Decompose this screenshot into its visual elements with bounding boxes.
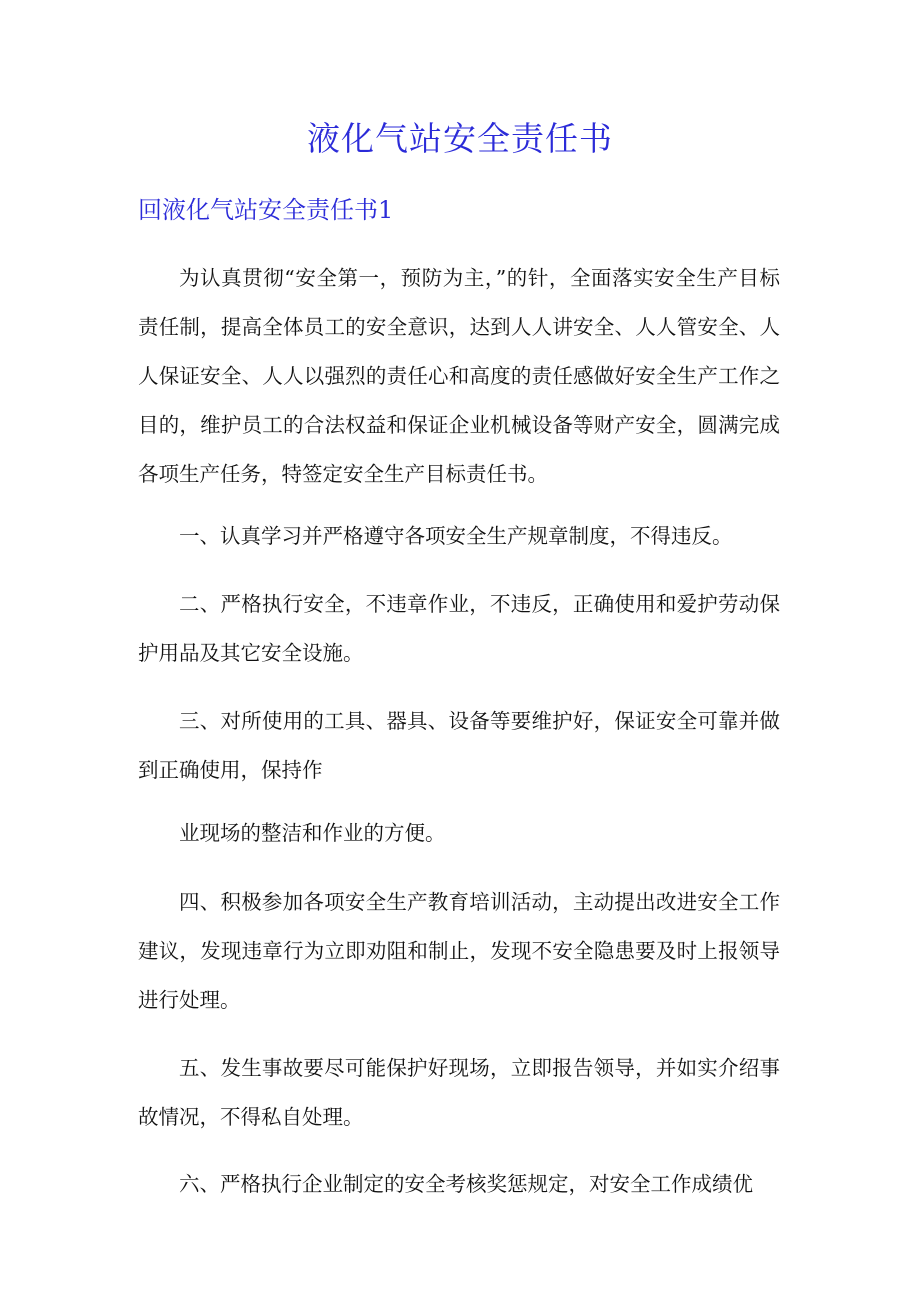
section-heading: 回液化气站安全责任书1 — [138, 196, 394, 224]
paragraph-item-4: 四、积极参加各项安全生产教育培训活动，主动提出改进安全工作建议，发现违章行为立即劝阻和制止，发现不安全隐患要及时上报领导进行处理。 — [138, 890, 780, 1012]
document-title: 液化气站安全责任书 — [307, 119, 613, 158]
paragraph-item-6: 六、严格执行企业制定的安全考核奖惩规定，对安全工作成绩优 — [179, 1172, 753, 1196]
paragraph-item-5: 五、发生事故要尽可能保护好现场，立即报告领导，并如实介绍事故情况，不得私自处理。 — [138, 1056, 780, 1129]
paragraph-item-3: 三、对所使用的工具、器具、设备等要维护好，保证安全可靠并做到正确使用，保持作 — [138, 709, 780, 782]
paragraph-intro: 为认真贯彻“安全第一，预防为主，”的针，全面落实安全生产目标责任制，提高全体员工的安全意识，达到人人讲安全、人人管安全、人人保证安全、人人以强烈的责任心和高度的责任感做好安全生产工作之目的，维护员工的合法权益和保证企业机械设备等财产安全，圆满完成各项生产任务，特签定安全生产目标责任书。 — [138, 266, 780, 486]
paragraph-item-2: 二、严格执行安全，不违章作业，不违反，正确使用和爱护劳动保护用品及其它安全设施。 — [138, 592, 780, 665]
paragraph-item-1: 一、认真学习并严格遵守各项安全生产规章制度，不得违反。 — [179, 524, 733, 548]
paragraph-item-3-continued: 业现场的整洁和作业的方便。 — [179, 821, 446, 845]
